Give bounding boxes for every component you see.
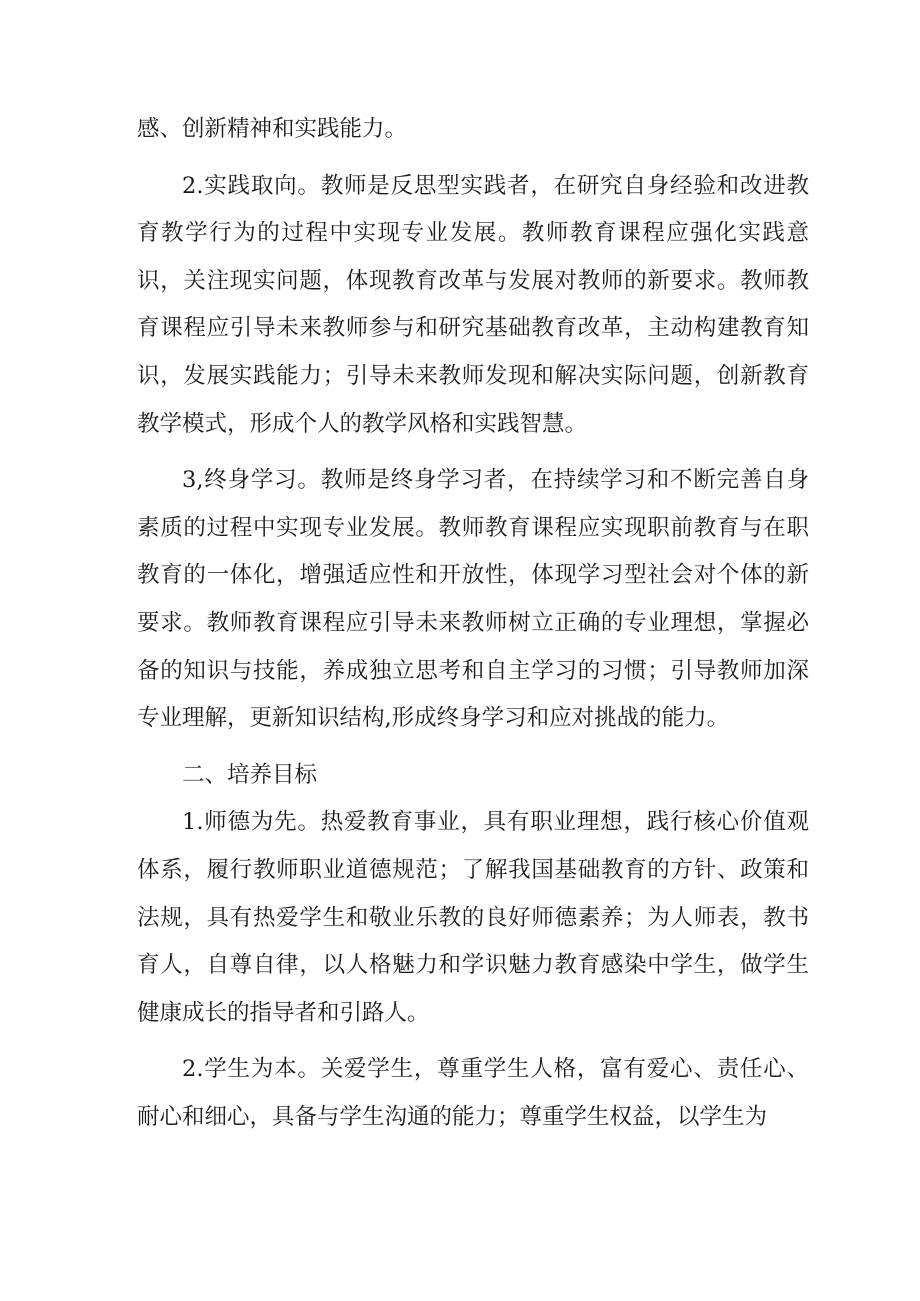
paragraph-continuation: 感、创新精神和实践能力。	[137, 116, 408, 142]
paragraph-student-centered: 2.学生为本。关爱学生，尊重学生人格，富有爱心、责任心、耐心和细心，具备与学生沟通的能力；尊重学生权益，以学生为	[137, 1056, 809, 1130]
document-body	[137, 106, 809, 1141]
paragraph-ethics-first: 1.师德为先。热爱教育事业，具有职业理想，践行核心价值观体系，履行教师职业道德规范；了解我国基础教育的方针、政策和法规，具有热爱学生和敬业乐教的良好师德素养；为人师表，教书育人，自尊自律，以人格魅力和学识魅力教育感染中学生，做学生健康成长的指导者和引路人。	[137, 809, 809, 1026]
section-heading-training-goals: 二、培养目标	[182, 761, 318, 788]
paragraph-practice-orientation: 2.实践取向。教师是反思型实践者，在研究自身经验和改进教育教学行为的过程中实现专业发展。教师教育课程应强化实践意识，关注现实问题，体现教育改革与发展对教师的新要求。教师教育课程应引导未来教师参与和研究基础教育改革，主动构建教育知识，发展实践能力；引导未来教师发现和解决实际问题，创新教育教学模式，形成个人的教学风格和实践智慧。	[137, 172, 809, 437]
paragraph-lifelong-learning: 3,终身学习。教师是终身学习者，在持续学习和不断完善自身素质的过程中实现专业发展。教师教育课程应实现职前教育与在职教育的一体化，增强适应性和开放性，体现学习型社会对个体的新要求。教师教育课程应引导未来教师树立正确的专业理想，掌握必备的知识与技能，养成独立思考和自主学习的习惯；引导教师加深专业理解，更新知识结构,形成终身学习和应对挑战的能力。	[137, 467, 809, 732]
